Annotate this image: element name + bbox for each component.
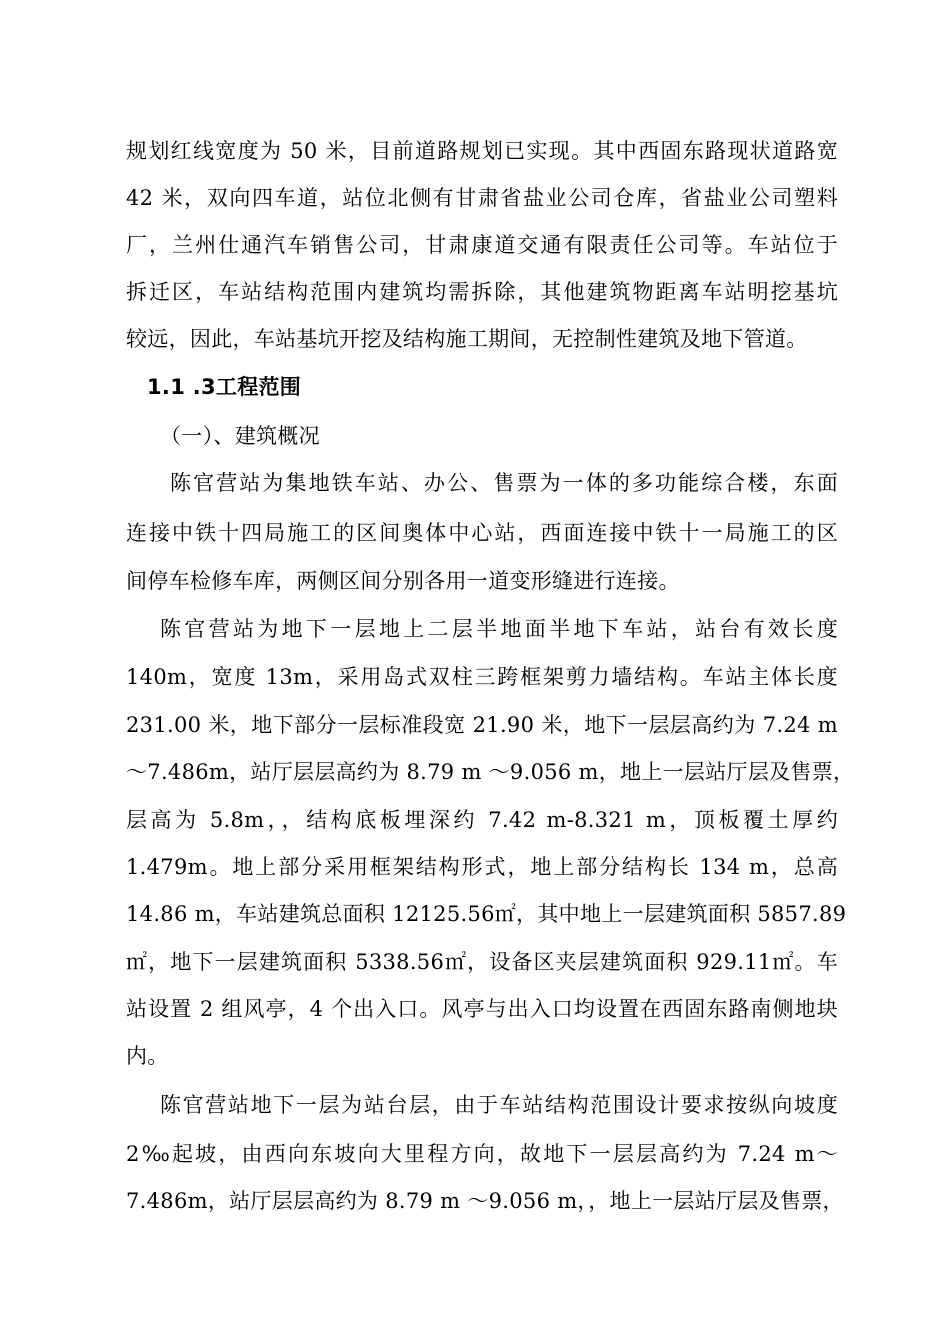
paragraph-line: 1.479m。地上部分采用框架结构形式，地上部分结构长 134 m，总高 bbox=[126, 855, 838, 879]
paragraph-line: 内。 bbox=[126, 1044, 169, 1068]
paragraph-line: 2‰起坡，由西向东坡向大里程方向，故地下一层层高约为 7.24 m～ bbox=[126, 1142, 838, 1166]
paragraph-line: 陈官营站为集地铁车站、办公、售票为一体的多功能综合楼，东面 bbox=[170, 471, 838, 495]
paragraph-line: 站设置 2 组风亭，4 个出入口。风亭与出入口均设置在西固东路南侧地块 bbox=[126, 997, 838, 1021]
paragraph-line: ～7.486m，站厅层层高约为 8.79 m ～9.056 m，地上一层站厅层及售票， bbox=[126, 760, 855, 784]
paragraph-line: 14.86 m，车站建筑总面积 12125.56㎡，其中地上一层建筑面积 5857.89 bbox=[126, 902, 847, 926]
paragraph-line: 间停车检修车库，两侧区间分别各用一道变形缝进行连接。 bbox=[126, 569, 680, 593]
intro-line: 42 米，双向四车道，站位北侧有甘肃省盐业公司仓库，省盐业公司塑料 bbox=[126, 186, 838, 210]
section-heading: 1.1 .3工程范围 bbox=[147, 375, 302, 399]
paragraph-line: 140m，宽度 13m，采用岛式双柱三跨框架剪力墙结构。车站主体长度 bbox=[126, 665, 838, 689]
paragraph-line: 231.00 米，地下部分一层标准段宽 21.90 米，地下一层层高约为 7.24 m bbox=[126, 713, 838, 737]
intro-line: 厂，兰州仕通汽车销售公司，甘肃康道交通有限责任公司等。车站位于 bbox=[126, 233, 838, 257]
intro-line: 拆迁区，车站结构范围内建筑均需拆除，其他建筑物距离车站明挖基坑 bbox=[126, 280, 838, 304]
paragraph-line: 连接中铁十四局施工的区间奥体中心站，西面连接中铁十一局施工的区 bbox=[126, 521, 838, 545]
intro-line: 规划红线宽度为 50 米，目前道路规划已实现。其中西固东路现状道路宽 bbox=[126, 139, 838, 163]
paragraph-line: ㎡，地下一层建筑面积 5338.56㎡，设备区夹层建筑面积 929.11㎡。车 bbox=[126, 950, 838, 974]
subsection-heading: （一）、建筑概况 bbox=[160, 424, 320, 448]
paragraph-line: 层高为 5.8m，，结构底板埋深约 7.42 m-8.321 m，顶板覆土厚约 bbox=[126, 808, 838, 832]
paragraph-line: 陈官营站地下一层为站台层，由于车站结构范围设计要求按纵向坡度 bbox=[160, 1093, 838, 1117]
paragraph-line: 陈官营站为地下一层地上二层半地面半地下车站，站台有效长度 bbox=[160, 617, 838, 641]
intro-line: 较远，因此，车站基坑开挖及结构施工期间，无控制性建筑及地下管道。 bbox=[126, 327, 808, 351]
paragraph-line: 7.486m，站厅层层高约为 8.79 m ～9.056 m，，地上一层站厅层及售票， bbox=[126, 1189, 844, 1213]
